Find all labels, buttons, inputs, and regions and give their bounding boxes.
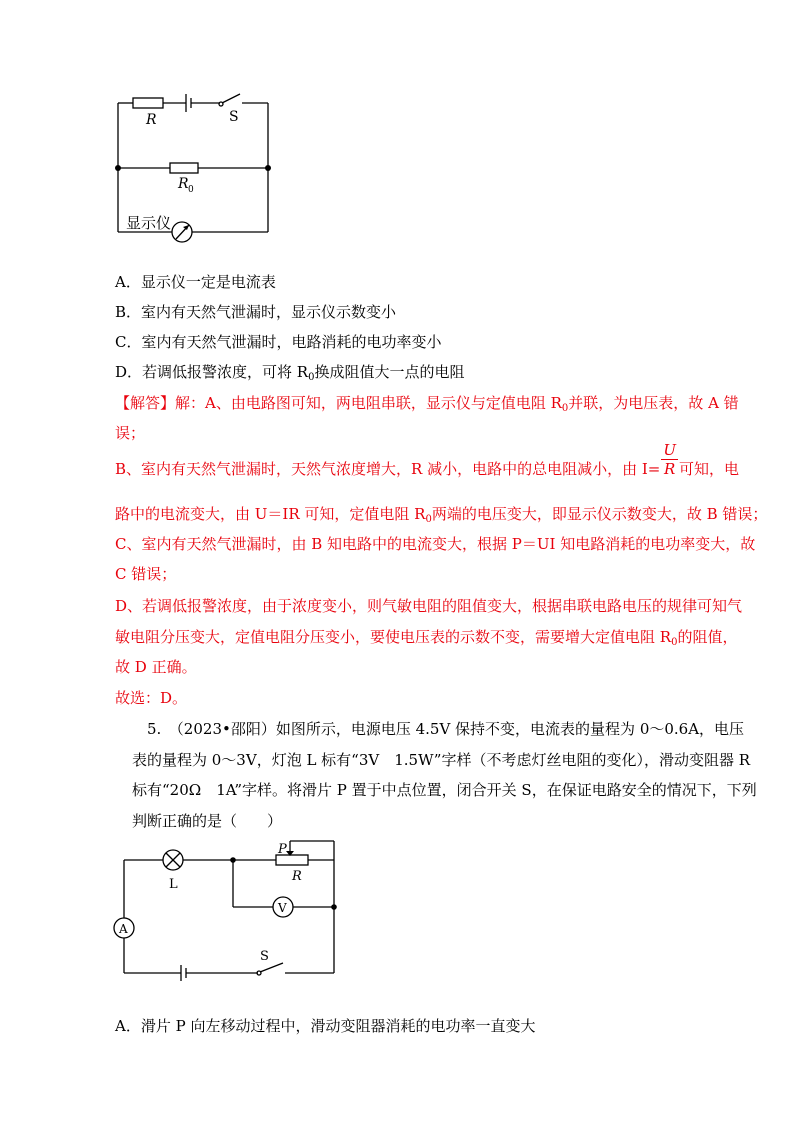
option-b: B．室内有天然气泄漏时，显示仪示数变小: [115, 303, 397, 321]
label-display: 显示仪: [126, 214, 172, 232]
label-a: A: [119, 922, 128, 936]
answer-tag: 【解答】: [115, 394, 176, 412]
answer-line-2: 误；: [115, 424, 146, 442]
option-a: A．显示仪一定是电流表: [115, 273, 276, 291]
q5-line-2: 表的量程为 0～3V，灯泡 L 标有“3V 1.5W”字样（不考虑灯丝电阻的变化），滑动变阻器 R: [132, 751, 751, 769]
junction-top: [230, 857, 236, 863]
label-r0: R: [178, 176, 189, 192]
junction-right: [265, 165, 271, 171]
resistor-r: [133, 98, 163, 108]
label-r0-sub: 0: [188, 185, 194, 195]
answer-line-8: 敏电阻分压变大，定值电阻分压变小，要使电压表的示数不变，需要增大定值电阻 $R_0$的阻值，: [115, 628, 738, 648]
label-s: S: [229, 109, 239, 125]
switch-s-blade-2: [260, 963, 283, 972]
fraction-u-over-r: $\frac{U}{R}$: [663, 440, 677, 478]
junction-left: [115, 165, 121, 171]
answer-line-1: 【解答】解：A、由电路图可知，两电阻串联，显示仪与定值电阻 $R_0$并联，为电压表，故 A 错: [115, 394, 739, 414]
answer-line-5: C、室内有天然气泄漏时，由 B 知电路中的电流变大，根据 P＝UI 知电路消耗的电功率变大，故: [115, 535, 756, 553]
label-l: L: [169, 877, 178, 892]
option-c: C．室内有天然气泄漏时，电路消耗的电功率变小: [115, 333, 442, 351]
junction-right: [331, 904, 337, 910]
label-p: P: [278, 842, 287, 857]
q5-option-a: A．滑片 P 向左移动过程中，滑动变阻器消耗的电功率一直变大: [115, 1017, 536, 1035]
answer-line-9: 故 D 正确。: [115, 658, 197, 676]
circuit-diagram-2: [105, 835, 355, 985]
answer-line-10: 故选：D。: [115, 689, 188, 707]
answer-line-3: B、室内有天然气泄漏时，天然气浓度增大，R 减小，电路中的总电阻减小，由 I= $\frac{U}{R}$ 可知，电: [115, 440, 740, 478]
label-v: V: [278, 901, 287, 915]
answer-line-4: 路中的电流变大，由 U＝IR 可知，定值电阻 $R_0$两端的电压变大，即显示仪示数变大，故 B 错误；: [115, 505, 768, 525]
switch-s-blade: [222, 94, 240, 103]
circuit-diagram-1: [110, 88, 280, 248]
label-r: R: [292, 869, 302, 884]
answer-line-7: D、若调低报警浓度，由于浓度变小，则气敏电阻的阻值变大，根据串联电路电压的规律可知气: [115, 597, 743, 615]
label-s: S: [260, 949, 269, 964]
option-d: D．若调低报警浓度，可将 $R_0$换成阻值大一点的电阻: [115, 363, 465, 383]
answer-line-6: C 错误；: [115, 565, 177, 583]
q5-line-4: 判断正确的是（ ）: [132, 812, 283, 830]
q5-line-3: 标有“20Ω 1A”字样。将滑片 P 置于中点位置，闭合开关 S，在保证电路安全的情况下，下列: [132, 781, 757, 799]
label-r: R: [146, 112, 157, 128]
q5-line-1: 5. （2023•邵阳）如图所示，电源电压 4.5V 保持不变，电流表的量程为 0～0.6A，电压: [147, 720, 745, 738]
resistor-r0: [170, 163, 198, 173]
